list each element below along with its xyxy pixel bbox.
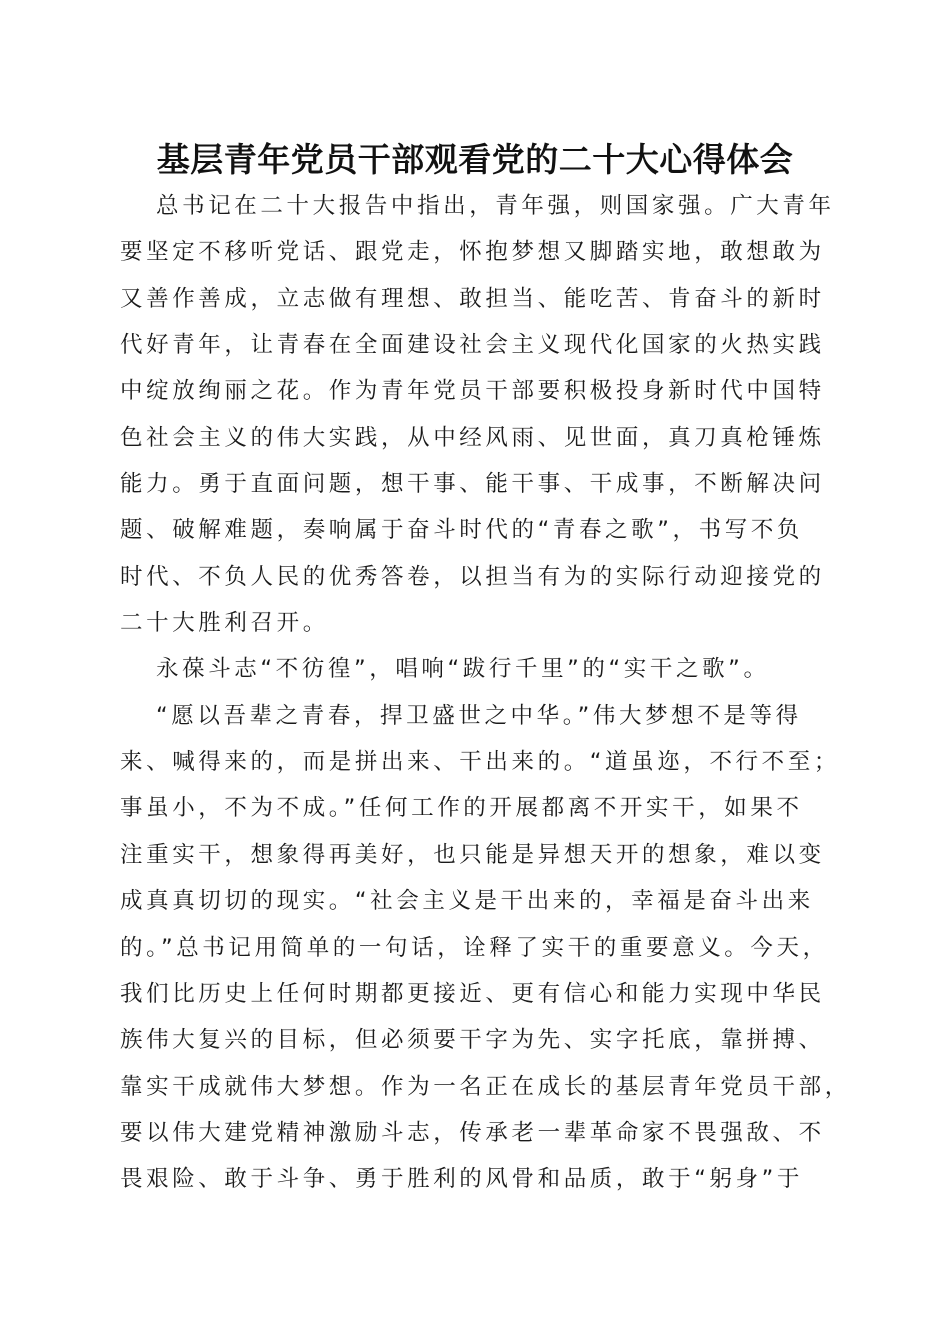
paragraph-1-line-8: 题、破解难题，奏响属于奋斗时代的“青春之歌”，书写不负	[120, 517, 804, 544]
paragraph-1-line-2: 要坚定不移听党话、跟党走，怀抱梦想又脚踏实地，敢想敢为	[120, 239, 825, 266]
paragraph-1-line-3: 又善作善成，立志做有理想、敢担当、能吃苦、肯奋斗的新时	[120, 285, 825, 312]
paragraph-1-line-1: 总书记在二十大报告中指出，青年强，则国家强。广大青年	[156, 193, 835, 219]
paragraph-2-line-3: 事虽小，不为不成。”任何工作的开展都离不开实干，如果不	[120, 795, 803, 822]
paragraph-2-line-1: “愿以吾辈之青春，捍卫盛世之中华。”伟大梦想不是等得	[156, 702, 802, 729]
document-title: 基层青年党员干部观看党的二十大心得体会	[156, 140, 794, 179]
paragraph-1-line-10: 二十大胜利召开。	[120, 610, 329, 637]
paragraph-2-line-11: 畏艰险、敢于斗争、勇于胜利的风骨和品质，敢于“躬身”于	[120, 1166, 804, 1193]
paragraph-2-line-9: 靠实干成就伟大梦想。作为一名正在成长的基层青年党员干部，	[120, 1073, 851, 1100]
paragraph-1-line-7: 能力。勇于直面问题，想干事、能干事、干成事，不断解决问	[120, 471, 825, 498]
document-body	[120, 183, 851, 1203]
paragraph-1-line-4: 代好青年，让青春在全面建设社会主义现代化国家的火热实践	[120, 332, 825, 359]
paragraph-2-line-8: 族伟大复兴的目标，但必须要干字为先、实字托底，靠拼搏、	[120, 1027, 825, 1054]
paragraph-2-line-5: 成真真切切的现实。“社会主义是干出来的，幸福是奋斗出来	[120, 888, 814, 915]
paragraph-2-line-2: 来、喊得来的，而是拼出来、干出来的。“道虽迩，不行不至；	[120, 749, 840, 776]
paragraph-2-line-4: 注重实干，想象得再美好，也只能是异想天开的想象，难以变	[120, 841, 825, 868]
paragraph-1-line-6: 色社会主义的伟大实践，从中经风雨、见世面，真刀真枪锤炼	[120, 424, 825, 451]
section-heading: 永葆斗志“不彷徨”，唱响“跋行千里”的“实干之歌”。	[156, 656, 770, 683]
paragraph-2-line-7: 我们比历史上任何时期都更接近、更有信心和能力实现中华民	[120, 980, 825, 1007]
paragraph-1-line-5: 中绽放绚丽之花。作为青年党员干部要积极投身新时代中国特	[120, 378, 825, 405]
paragraph-1-line-9: 时代、不负人民的优秀答卷，以担当有为的实际行动迎接党的	[120, 563, 825, 590]
paragraph-2-line-6: 的。”总书记用简单的一句话，诠释了实干的重要意义。今天，	[120, 934, 829, 961]
paragraph-2-line-10: 要以伟大建党精神激励斗志，传承老一辈革命家不畏强敌、不	[120, 1119, 825, 1146]
